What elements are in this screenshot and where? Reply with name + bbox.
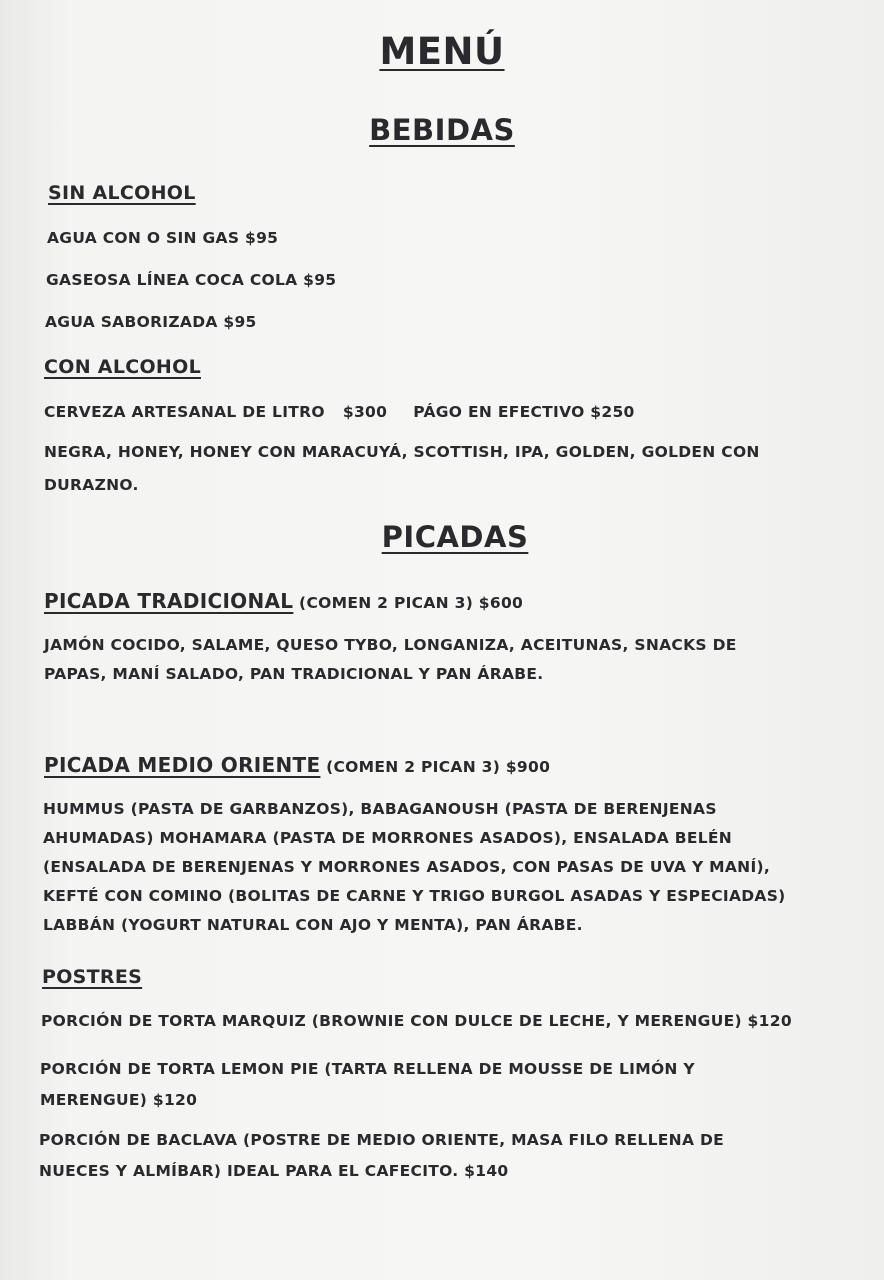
medio-oriente-desc-4: KEFTÉ CON COMINO (BOLITAS DE CARNE Y TRIGO BURGOL ASADAS Y ESPECIADAS) [43, 887, 786, 905]
drink-item: GASEOSA LÍNEA COCA COLA $95 [46, 271, 337, 289]
picada-medio-oriente-name: PICADA MEDIO ORIENTE [44, 753, 321, 777]
medio-oriente-desc-3: (ENSALADA DE BERENJENAS Y MORRONES ASADOS, CON PASAS DE UVA Y MANÍ), [43, 858, 771, 876]
cerveza-line [44, 397, 635, 428]
picada-tradicional-desc-1: JAMÓN COCIDO, SALAME, QUESO TYBO, LONGANIZA, ACEITUNAS, SNACKS DE [44, 636, 737, 654]
picadas-heading: PICADAS [381, 520, 529, 554]
con-alcohol-heading: CON ALCOHOL [44, 356, 201, 378]
postres-heading: POSTRES [42, 966, 143, 988]
cerveza-price: $300 [342, 403, 388, 421]
medio-oriente-desc-5: LABBÁN (YOGURT NATURAL CON AJO Y MENTA), PAN ÁRABE. [43, 916, 583, 934]
variedades-line-2: DURAZNO. [44, 476, 139, 494]
picada-medio-oriente-detail: (COMEN 2 PICAN 3) $900 [320, 758, 551, 776]
efectivo-price: PÁGO EN EFECTIVO $250 [413, 403, 635, 421]
picada-tradicional-name: PICADA TRADICIONAL [44, 589, 294, 613]
variedades-line-1: NEGRA, HONEY, HONEY CON MARACUYÁ, SCOTTISH, IPA, GOLDEN, GOLDEN CON [44, 443, 760, 461]
medio-oriente-desc-1: HUMMUS (PASTA DE GARBANZOS), BABAGANOUSH (PASTA DE BERENJENAS [43, 800, 717, 818]
postre-baclava-1: PORCIÓN DE BACLAVA (POSTRE DE MEDIO ORIENTE, MASA FILO RELLENA DE [39, 1131, 724, 1149]
postre-lemon-2: MERENGUE) $120 [40, 1091, 198, 1109]
picada-tradicional-desc-2: PAPAS, MANÍ SALADO, PAN TRADICIONAL Y PAN ÁRABE. [44, 665, 544, 683]
cerveza-name: CERVEZA ARTESANAL DE LITRO [44, 403, 325, 421]
drink-item: AGUA CON O SIN GAS $95 [47, 229, 279, 247]
drink-item: AGUA SABORIZADA $95 [45, 313, 257, 331]
picada-tradicional-header [44, 586, 523, 619]
sin-alcohol-heading: SIN ALCOHOL [48, 182, 196, 204]
menu-title: MENÚ [379, 30, 505, 73]
bebidas-heading: BEBIDAS [369, 113, 515, 147]
postre-baclava-2: NUECES Y ALMÍBAR) IDEAL PARA EL CAFECITO. $140 [39, 1162, 509, 1180]
postre-marquiz: PORCIÓN DE TORTA MARQUIZ (BROWNIE CON DULCE DE LECHE, Y MERENGUE) $120 [41, 1012, 792, 1030]
picada-medio-oriente-header [44, 750, 550, 783]
postre-lemon-1: PORCIÓN DE TORTA LEMON PIE (TARTA RELLENA DE MOUSSE DE LIMÓN Y [40, 1060, 695, 1078]
medio-oriente-desc-2: AHUMADAS) MOHAMARA (PASTA DE MORRONES ASADOS), ENSALADA BELÉN [43, 829, 733, 847]
picada-tradicional-detail: (COMEN 2 PICAN 3) $600 [293, 594, 524, 612]
